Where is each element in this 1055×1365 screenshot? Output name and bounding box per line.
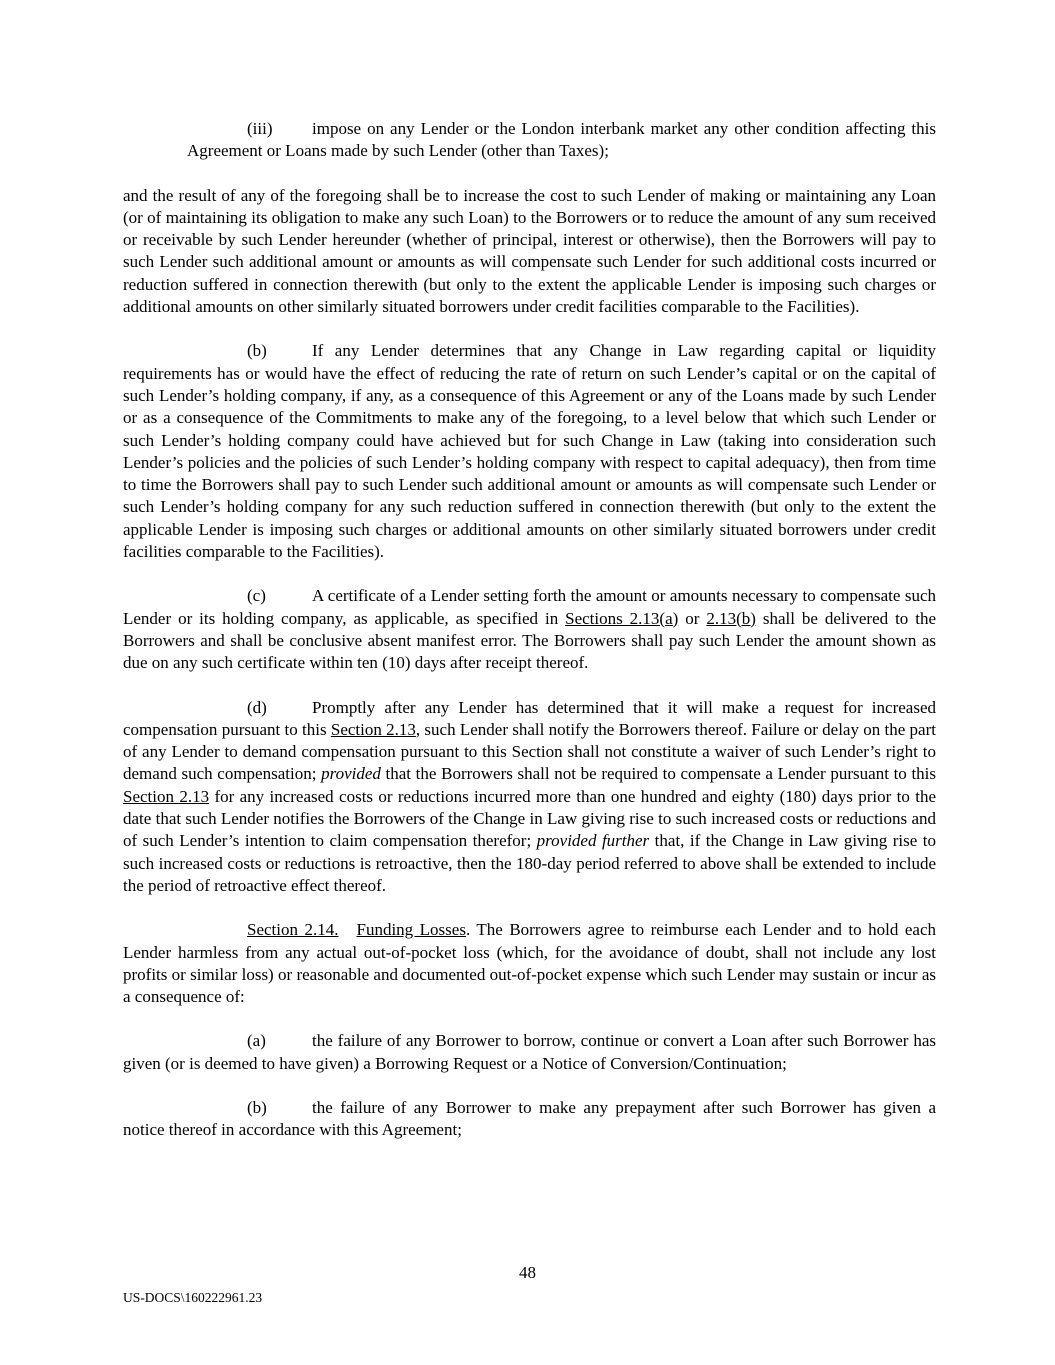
- clause-a-funding-label: (a): [247, 1031, 266, 1051]
- clause-b-funding-text: the failure of any Borrower to make any prepayment after such Borrower has given a notice thereof in accordance with this Agreement;: [123, 1097, 936, 1140]
- clause-d-text-5: that, if the Change in Law giving rise to such increased costs or reductions is retroactive, then the 180-day period referred to above shall be extended to include the period of retroactive effect thereof.: [123, 831, 937, 895]
- section-ref-2-13a: Sections 2.13(a): [565, 608, 679, 628]
- provided-further-emphasis: provided further: [536, 831, 650, 851]
- section-ref-2-13b: 2.13(b): [706, 608, 756, 628]
- clause-d-label: (d): [247, 697, 267, 717]
- paragraph-result: [123, 185, 936, 319]
- section-2-14: [123, 919, 936, 1008]
- clause-b-label: (b): [247, 341, 267, 361]
- clause-d-text-1: Promptly after any Lender has determined that it will make a request for increased compensation pursuant to this: [123, 697, 936, 739]
- section-2-14-title: Funding Losses: [356, 920, 466, 940]
- clause-b: [123, 340, 936, 563]
- clause-d-text-3: that the Borrowers shall not be required to compensate a Lender pursuant to this: [380, 764, 936, 784]
- clause-c-text-2: or: [678, 608, 707, 628]
- page-number: 48: [519, 1263, 536, 1282]
- clause-b-text: If any Lender determines that any Change in Law regarding capital or liquidity requirements has or would have the effect of reducing the rate of return on such Lender’s capital or on the capital of such Lender’s holding company, if any, as a consequence of this Agreement or any of the Loans made by such Lender or as a consequence of the Commitments to make any of the foregoing, to a level below that which such Lender or such Lender’s holding company could have achieved but for such Change in Law (taking into consideration such Lender’s policies and the policies of such Lender’s holding company with respect to capital adequacy), then from time to time the Borrowers shall pay to such Lender such additional amount or amounts as will compensate such Lender or such Lender’s holding company for any such reduction suffered in connection therewith (but only to the extent the applicable Lender is imposing such charges or additional amounts on other similarly situated borrowers under credit facilities comparable to the Facilities).: [123, 341, 936, 562]
- clause-c: [123, 585, 936, 674]
- clause-d: [123, 697, 936, 898]
- clause-b-funding: [123, 1097, 936, 1142]
- section-ref-2-13-first: Section 2.13: [330, 719, 416, 739]
- clause-a-funding-text: the failure of any Borrower to borrow, continue or convert a Loan after such Borrower has given (or is deemed to have given) a Borrowing Request or a Notice of Conversion/Continuation;: [123, 1031, 936, 1073]
- clause-d-text-4: for any increased costs or reductions incurred more than one hundred and eighty (180) days prior to the date that such Lender notifies the Borrowers of the Change in Law giving rise to such increased costs or reductions and of such Lender’s intention to claim compensation therefor;: [123, 786, 936, 851]
- clause-d-text-2: , such Lender shall notify the Borrowers thereof. Failure or delay on the part of any Lender to demand compensation pursuant to this Section shall not constitute a waiver of such Lender’s right to demand such compensation;: [123, 719, 936, 784]
- clause-c-text-3: shall be delivered to the Borrowers and shall be conclusive absent manifest error. The Borrowers shall pay such Lender the amount shown as due on any such certificate within ten (10) days after receipt thereof.: [123, 608, 937, 673]
- clause-b-funding-label: (b): [247, 1097, 267, 1117]
- document-id-footer: US-DOCS\160222961.23: [123, 1290, 263, 1305]
- section-ref-2-13-second: Section 2.13: [123, 786, 210, 806]
- clause-iii-text: impose on any Lender or the London interbank market any other condition affecting this Agreement or Loans made by such Lender (other than Taxes);: [187, 119, 936, 161]
- section-2-14-heading: Section 2.14.: [247, 920, 339, 940]
- paragraph-result-text: and the result of any of the foregoing shall be to increase the cost to such Lender of making or maintaining any Loan (or of maintaining its obligation to make any such Loan) to the Borrowers or to reduce the amount of any sum received or receivable by such Lender hereunder (whether of principal, interest or otherwise), then the Borrowers will pay to such Lender such additional amount or amounts as will compensate such Lender for such additional costs incurred or reduction suffered in connection therewith (but only to the extent the applicable Lender is imposing such charges or additional amounts on other similarly situated borrowers under credit facilities comparable to the Facilities).: [123, 185, 936, 317]
- clause-c-text-1: A certificate of a Lender setting forth the amount or amounts necessary to compensate such Lender or its holding company, as applicable, as specified in: [123, 586, 936, 628]
- clause-iii: [187, 118, 936, 163]
- section-2-14-text: . The Borrowers agree to reimburse each Lender and to hold each Lender harmless from any actual out-of-pocket loss (which, for the avoidance of doubt, shall not include any lost profits or similar loss) or reasonable and documented out-of-pocket expense which such Lender may sustain or incur as a consequence of:: [123, 920, 936, 1007]
- clause-a-funding: [123, 1030, 936, 1075]
- document-body: [123, 118, 936, 1164]
- provided-emphasis: provided: [321, 764, 381, 784]
- clause-c-label: (c): [247, 586, 266, 606]
- clause-iii-label: (iii): [247, 119, 273, 138]
